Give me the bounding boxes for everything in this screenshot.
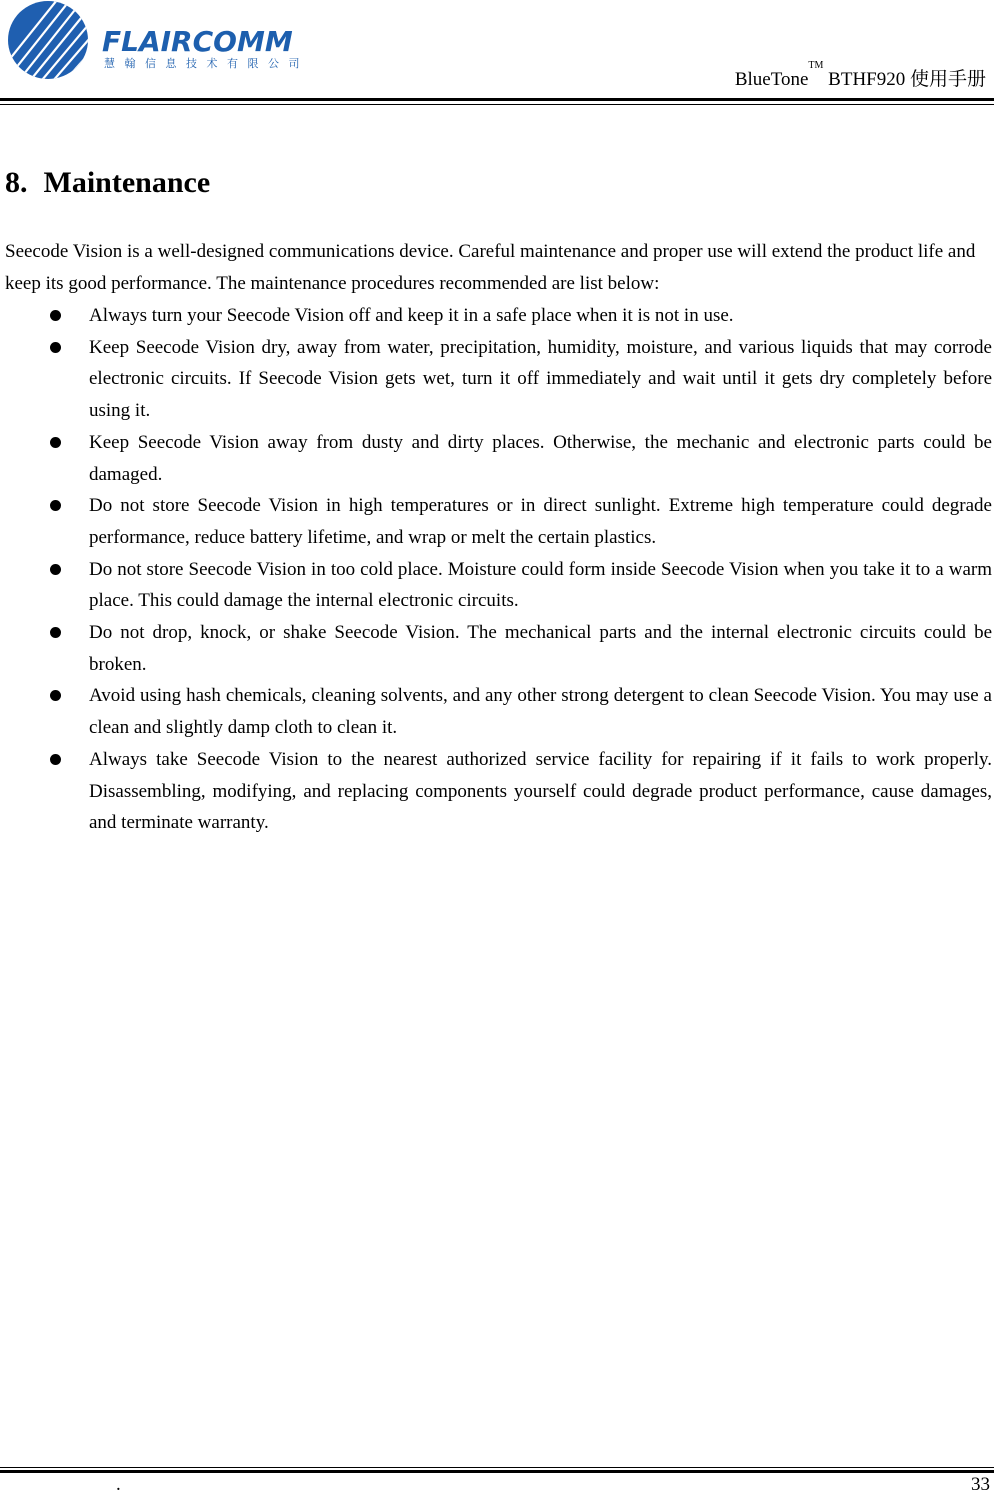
bullet-icon xyxy=(50,437,61,448)
list-item: Do not store Seecode Vision in too cold place. Moisture could form inside Seecode Vision when you take it to a warm place. This could damage the internal electronic circuits. xyxy=(0,554,994,617)
section-title: Maintenance xyxy=(43,166,211,199)
page-header xyxy=(0,0,994,106)
intro-paragraph: Seecode Vision is a well-designed communications device. Careful maintenance and proper use will extend the product life and keep its good performance. The maintenance procedures recommended are list below: xyxy=(5,241,976,294)
flaircomm-logo xyxy=(6,0,306,84)
list-item: Avoid using hash chemicals, cleaning solvents, and any other strong detergent to clean Seecode Vision. You may use a clean and slightly damp cloth to clean it. xyxy=(0,680,994,743)
list-item: Keep Seecode Vision dry, away from water, precipitation, humidity, moisture, and various liquids that may corrode electronic circuits. If Seecode Vision gets wet, turn it off immediately and wait until it gets dry completely before using it. xyxy=(0,332,994,427)
document-title: BlueTone™ BTHF920 使用手册 xyxy=(734,60,986,90)
list-item: Keep Seecode Vision away from dusty and dirty places. Otherwise, the mechanic and electronic parts could be damaged. xyxy=(0,427,994,490)
trademark-mark: TM xyxy=(808,60,824,71)
bullet-icon xyxy=(50,564,61,575)
section-heading xyxy=(5,166,210,200)
bullet-icon xyxy=(50,310,61,321)
header-rule-thick xyxy=(0,98,994,101)
page-number: 33 xyxy=(971,1474,990,1495)
footer-mark: . xyxy=(116,1474,121,1495)
logo-wordmark: FLAIRCOMM xyxy=(102,25,293,58)
list-item: Do not drop, knock, or shake Seecode Vision. The mechanical parts and the internal electronic circuits could be broken. xyxy=(0,617,994,680)
section-number: 8. xyxy=(5,166,28,199)
bullet-icon xyxy=(50,342,61,353)
bullet-icon xyxy=(50,690,61,701)
header-rule-thin xyxy=(0,104,994,105)
footer-rule-thin xyxy=(0,1467,994,1468)
list-item: Always turn your Seecode Vision off and keep it in a safe place when it is not in use. xyxy=(0,300,994,332)
footer-rule-thick xyxy=(0,1470,994,1473)
list-item: Do not store Seecode Vision in high temperatures or in direct sunlight. Extreme high temperature could degrade performance, reduce battery lifetime, and wrap or melt the certain plastics. xyxy=(0,490,994,553)
list-item: Always take Seecode Vision to the nearest authorized service facility for repairing if it fails to work properly. Disassembling, modifying, and replacing components yourself could degrade product performance, cause damages, and terminate warranty. xyxy=(0,744,994,839)
logo-subtitle: 慧 翰 信 息 技 术 有 限 公 司 xyxy=(104,57,303,70)
bullet-icon xyxy=(50,627,61,638)
bullet-icon xyxy=(50,500,61,511)
bullet-icon xyxy=(50,754,61,765)
maintenance-list xyxy=(0,300,994,839)
